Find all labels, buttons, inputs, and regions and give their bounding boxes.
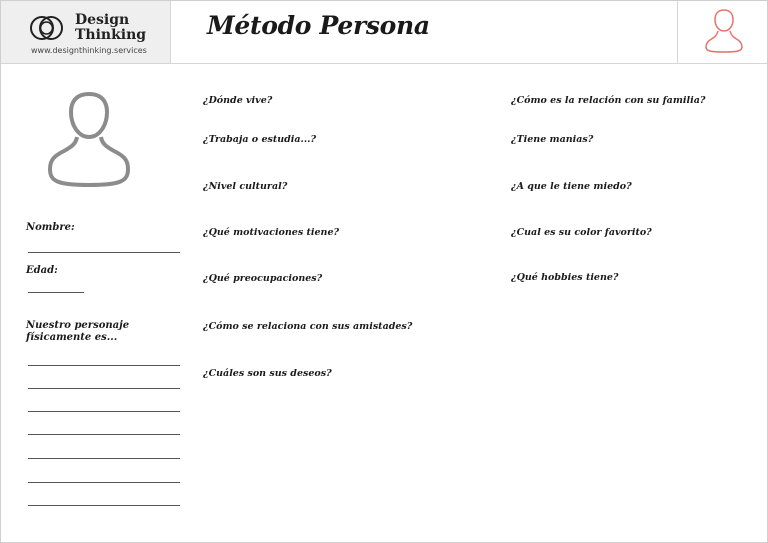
question-where-lives: ¿Dónde vive?	[203, 95, 273, 106]
question-cultural-level: ¿Nivel cultural?	[203, 181, 288, 192]
age-label: Edad:	[26, 265, 58, 276]
question-motivations: ¿Qué motivaciones tiene?	[203, 227, 340, 238]
logo-url[interactable]: www.designthinking.services	[31, 46, 147, 55]
page-title: Método Persona	[207, 11, 430, 40]
physical-answer-line[interactable]	[28, 365, 180, 366]
question-hobbies: ¿Qué hobbies tiene?	[511, 272, 619, 283]
header	[1, 1, 767, 64]
question-family-relation: ¿Cómo es la relación con su familia?	[511, 95, 706, 106]
question-favorite-color: ¿Cual es su color favorito?	[511, 227, 652, 238]
age-answer-line[interactable]	[28, 292, 84, 293]
logo-name: Design Thinking	[75, 12, 147, 43]
physical-answer-line[interactable]	[28, 505, 180, 506]
question-fears: ¿A que le tiene miedo?	[511, 181, 632, 192]
name-label: Nombre:	[26, 222, 75, 233]
user-avatar-icon	[45, 91, 133, 189]
question-friendships: ¿Cómo se relaciona con sus amistades?	[203, 321, 413, 332]
physical-answer-line[interactable]	[28, 434, 180, 435]
physical-answer-line[interactable]	[28, 411, 180, 412]
design-thinking-logo-icon	[29, 12, 69, 44]
header-user-icon-box	[677, 1, 768, 63]
question-work-study: ¿Trabaja o estudia...?	[203, 134, 317, 145]
logo[interactable]	[1, 1, 171, 63]
physical-label: Nuestro personaje físicamente es...	[26, 320, 130, 343]
physical-answer-line[interactable]	[28, 458, 180, 459]
question-manias: ¿Tiene manias?	[511, 134, 594, 145]
name-answer-line[interactable]	[28, 252, 180, 253]
question-wishes: ¿Cuáles son sus deseos?	[203, 368, 332, 379]
question-worries: ¿Qué preocupaciones?	[203, 273, 323, 284]
physical-answer-line[interactable]	[28, 388, 180, 389]
user-outline-icon	[704, 7, 744, 55]
physical-answer-line[interactable]	[28, 482, 180, 483]
